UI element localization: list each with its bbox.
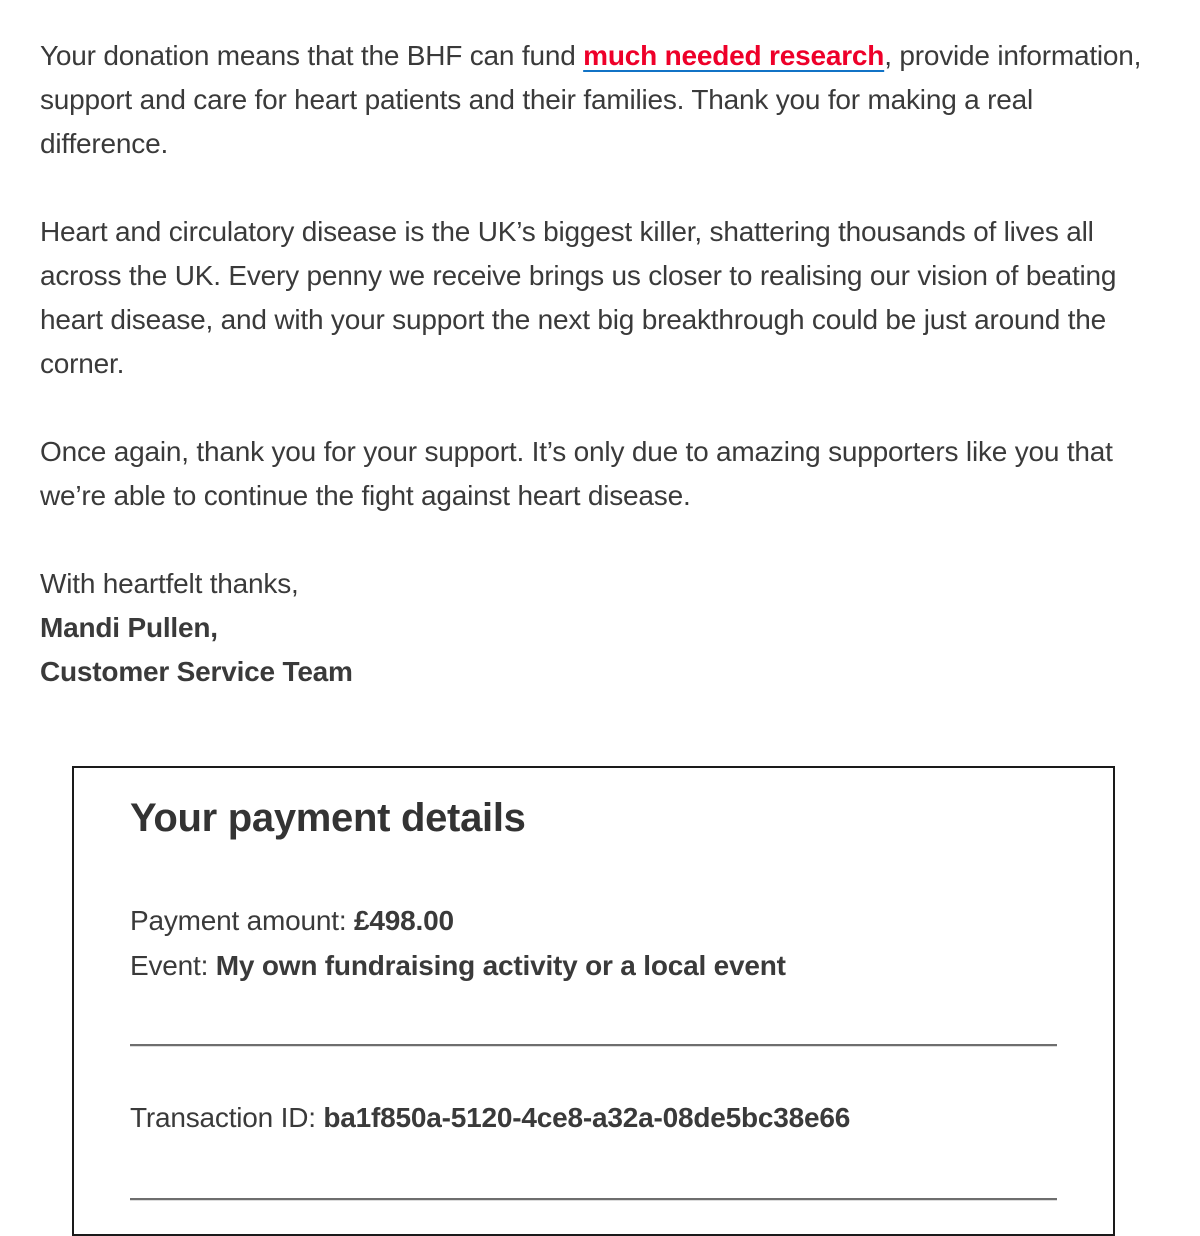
payment-amount-value: £498.00 (354, 905, 454, 936)
payment-box-title: Your payment details (130, 796, 526, 840)
paragraph-donation (40, 34, 1148, 166)
payment-details-box (72, 766, 1115, 1236)
paragraph-donation-end: , provide information, support and care for heart patients and their families. Thank you for making a real difference. (40, 40, 1142, 159)
payment-amount-label: Payment amount: (130, 905, 355, 936)
much-needed-research-link[interactable]: much needed research (583, 40, 885, 71)
paragraph-heart-disease: Heart and circulatory disease is the UK’s biggest killer, shattering thousands of lives all across the UK. Every penny we receive brings us closer to realising our vision of beating heart disease, and with your support the next big breakthrough could be just around the corner. (40, 216, 1117, 379)
divider-line-top (130, 1044, 1057, 1047)
transaction-id-row (130, 1095, 1057, 1140)
event-label: Event: (130, 950, 216, 981)
paragraph-thank-you: Once again, thank you for your support. It’s only due to amazing supporters like you that we’re able to continue the fight against heart disease. (40, 436, 1113, 511)
signature-name: Mandi Pullen, (40, 612, 218, 643)
transaction-id-label: Transaction ID: (130, 1102, 324, 1133)
signature-team: Customer Service Team (40, 656, 353, 687)
payment-amount-row (130, 898, 1057, 988)
paragraph-donation-start: Your donation means that the BHF can fund (40, 40, 584, 71)
signature-closing: With heartfelt thanks, (40, 568, 299, 599)
event-value: My own fundraising activity or a local event (215, 950, 786, 981)
signature-block (40, 562, 1148, 694)
transaction-id-value: ba1f850a-5120-4ce8-a32a-08de5bc38e66 (323, 1102, 851, 1133)
